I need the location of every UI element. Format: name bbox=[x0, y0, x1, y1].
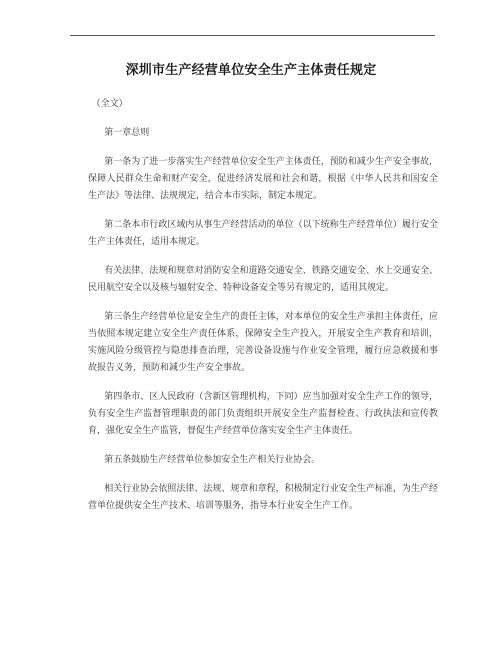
paragraph-article-2-clause: 有关法律、法规和规章对消防安全和道路交通安全、铁路交通安全、水上交通安全、民用航空安全以及核与辐射安全、特种设备安全等另有规定的，适用其规定。 bbox=[88, 266, 438, 293]
paragraph-article-2: 第二条本市行政区域内从事生产经营活动的单位（以下统称生产经营单位）履行安全生产主体责任，适用本规定。 bbox=[88, 220, 438, 247]
paragraph-article-4: 第四条市、区人民政府（含新区管理机构，下同）应当加强对安全生产工作的领导，负有安全生产监督管理职责的部门负责组织开展安全生产监督检查、行政执法和宣传教育，强化安全生产监管，督促生产经营单位落实安全生产主体责任。 bbox=[88, 392, 438, 436]
paragraph-article-3: 第三条生产经营单位是安全生产的责任主体，对本单位的安全生产承担主体责任，应当依照本规定建立安全生产责任体系，保障安全生产投入，开展安全生产教育和培训，实施风险分级管控与隐患排查治理，完善设备设施与作业安全管理，履行应急救援和事故报告义务，预防和减少生产安全事故。 bbox=[88, 312, 438, 373]
paragraph-article-1: 第一条为了进一步落实生产经营单位安全生产主体责任，预防和减少生产安全事故，保障人民群众生命和财产安全，促进经济发展和社会和谐，根据《中华人民共和国安全生产法》等法律、法规规定，结合本市实际，制定本规定。 bbox=[88, 157, 438, 201]
header-divider bbox=[70, 35, 435, 36]
document-body bbox=[88, 96, 438, 527]
document-subtitle: （全文） bbox=[91, 99, 128, 109]
chapter-heading: 第一章总则 bbox=[104, 128, 150, 138]
document-title: 深圳市生产经营单位安全生产主体责任规定 bbox=[125, 63, 377, 78]
paragraph-article-5: 第五条鼓励生产经营单位参加安全生产相关行业协会。 bbox=[104, 455, 321, 465]
paragraph-article-5-clause: 相关行业协会依照法律、法规、规章和章程，积极制定行业安全生产标准，为生产经营单位提供安全生产技术、培训等服务，指导本行业安全生产工作。 bbox=[88, 484, 438, 511]
